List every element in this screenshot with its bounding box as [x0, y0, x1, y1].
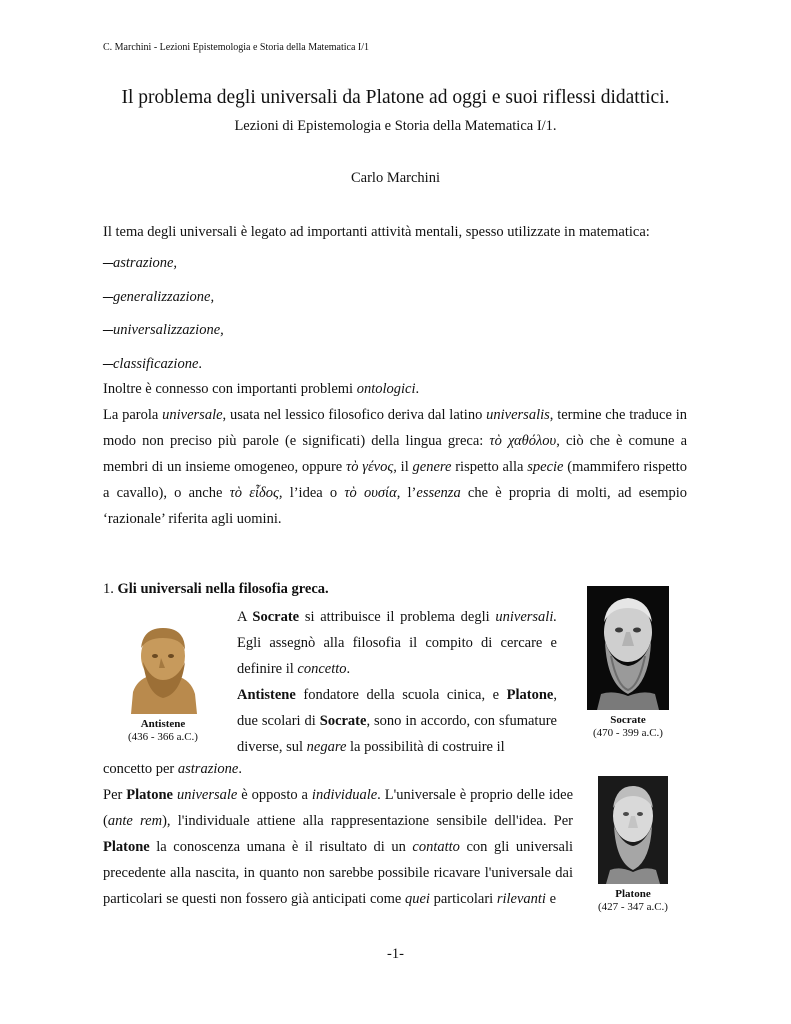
antistene-caption-name: Antistene	[140, 718, 186, 730]
socrate-caption-dates: (470 - 399 a.C.)	[593, 727, 663, 739]
paragraph-universale: Inoltre è connesso con importanti problemi ontologici. La parola universale, usata nel lessico filosofico deriva dal latino universalis, termine che traduce in modo non preciso più parole (e significati) della lingua greca: τὸ χαθόλου, ciò che è comune a membri di un insieme omogeneo, oppure τὸ γένος, il genere rispetto alla specie (mammifero rispetto a cavallo), o anche τὸ εἶδος, l’idea o τὸ ουσία, l’essenza che è propria di molti, ad esempio ‘razionale’ riferita agli uomini.	[103, 381, 688, 527]
running-header: C. Marchini - Lezioni Epistemologia e Storia della Matematica I/1	[103, 42, 370, 53]
bullet-item: –classificazione.	[103, 352, 203, 374]
platone-bust-image	[598, 776, 668, 884]
section-heading: 1. Gli universali nella filosofia greca.	[103, 581, 329, 597]
figure-socrate	[578, 586, 678, 740]
figure-platone	[584, 776, 682, 914]
page-title: Il problema degli universali da Platone ad oggi e suoi riflessi didattici.	[121, 87, 670, 108]
antistene-caption-dates: (436 - 366 a.C.)	[128, 731, 198, 743]
paragraph-platone: concetto per astrazione. Per Platone universale è opposto a individuale. L'universale è proprio delle idee (ante rem), l'individuale attiene alla rappresentazione sensibile dell'idea. Per Platone la conoscenza umana è il risultato di un contatto con gli universali precedente alla nascita, in quanto non sarebbe possibile ricavare l'universale dai particolari se questi non fossero già anticipati come quei particolari rilevanti e	[103, 761, 574, 907]
platone-caption-name: Platone	[615, 888, 651, 900]
antistene-bust-image	[123, 622, 203, 714]
platone-caption-dates: (427 - 347 a.C.)	[598, 901, 668, 913]
bullet-item: –generalizzazione,	[103, 285, 215, 307]
bullet-item: –universalizzazione,	[103, 318, 224, 340]
intro-text: Il tema degli universali è legato ad importanti attività mentali, spesso utilizzate in matematica:	[103, 224, 650, 240]
page-number: -1-	[387, 946, 404, 962]
bullet-item: –astrazione,	[103, 251, 178, 273]
paragraph-socrate: A Socrate si attribuisce il problema degli universali. Egli assegnò alla filosofia il compito di cercare e definire il concetto. Antistene fondatore della scuola cinica, e Platone, due scolari di Socrate, sono in accordo, con sfumature diverse, sul negare la possibilità di costruire il	[237, 609, 557, 755]
page-subtitle: Lezioni di Epistemologia e Storia della Matematica I/1.	[234, 118, 557, 134]
socrate-caption-name: Socrate	[610, 714, 646, 726]
figure-antistene	[112, 622, 214, 744]
socrate-bust-image	[587, 586, 669, 710]
author-name: Carlo Marchini	[351, 170, 440, 186]
